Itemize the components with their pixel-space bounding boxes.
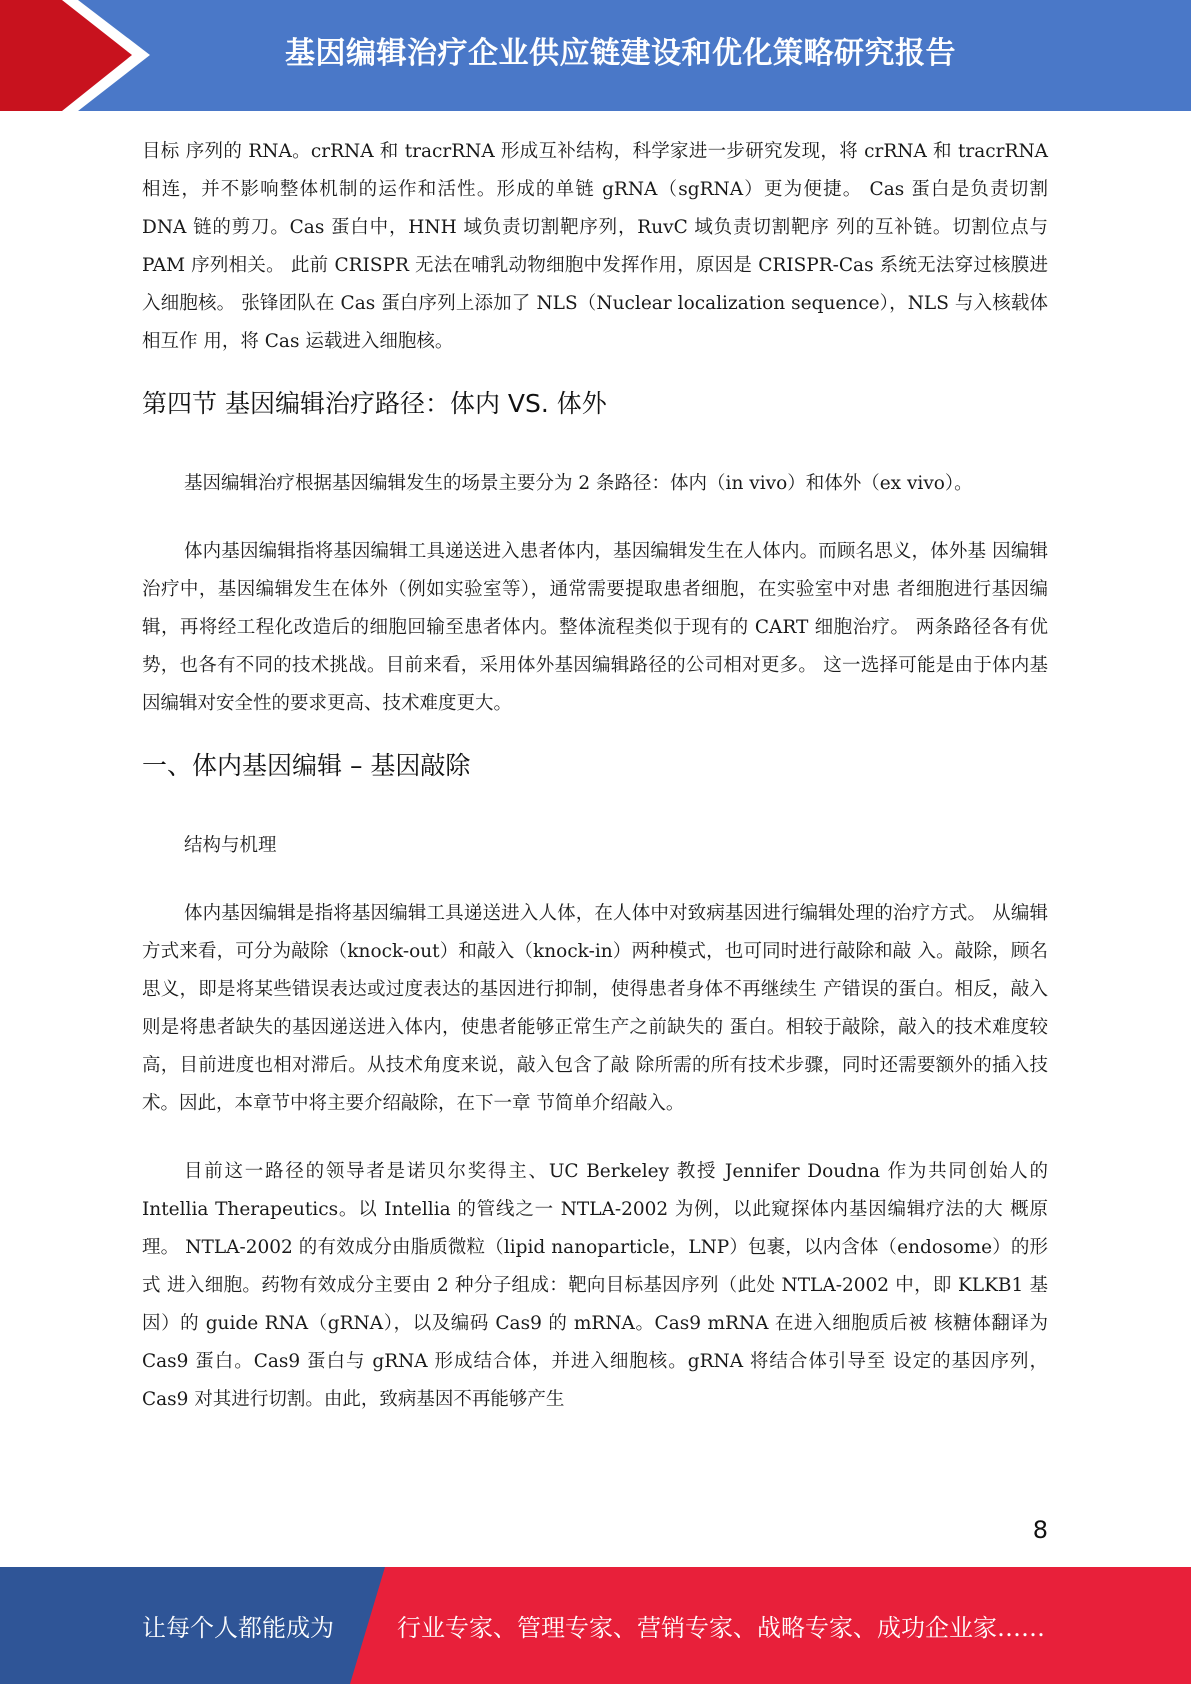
page-footer bbox=[0, 1567, 1191, 1684]
footer-slogan-right: 行业专家、管理专家、营销专家、战略专家、成功企业家…… bbox=[397, 1614, 1045, 1642]
section-heading-knockout: 一、体内基因编辑 – 基因敲除 bbox=[142, 751, 471, 780]
section-heading-4: 第四节 基因编辑治疗路径：体内 VS. 体外 bbox=[142, 389, 607, 418]
footer-slogan-left: 让每个人都能成为 bbox=[142, 1614, 334, 1642]
page-header bbox=[0, 0, 1191, 111]
page-number: 8 bbox=[1032, 1516, 1048, 1544]
paragraph-intellia: 目前这一路径的领导者是诺贝尔奖得主、UC Berkeley 教授 Jennifer Doudna 作为共同创始人的 Intellia Therapeutics。以 Intellia 的管线之一 NTLA-2002 为例，以此窥探体内基因编辑疗法的大 概原理。 NTLA-2002 的有效成分由脂质微粒（lipid nanoparticle，LNP）包裹，以内含体（endosome）的形式 进入细胞。药物有效成分主要由 2 种分子组成：靶向目标基因序列（此处 NTLA-2002 中，即 KLKB1 基因）的 guide RNA（gRNA），以及编码 Cas9 的 mRNA。Cas9 mRNA 在进入细胞质后被 核糖体翻译为 Cas9 蛋白。Cas9 蛋白与 gRNA 形成结合体，并进入细胞核。gRNA 将结合体引导至 设定的基因序列，Cas9 对其进行切割。由此，致病基因不再能够产生 bbox=[142, 1161, 1048, 1410]
document-body bbox=[142, 133, 1048, 1419]
paragraph-knockout-knockin: 体内基因编辑是指将基因编辑工具递送进入人体，在人体中对致病基因进行编辑处理的治疗方式。 从编辑方式来看，可分为敲除（knock-out）和敲入（knock-in）两种模式，也可同时进行敲除和敲 入。敲除，顾名思义，即是将某些错误表达或过度表达的基因进行抑制，使得患者身体不再继续生 产错误的蛋白。相反，敲入则是将患者缺失的基因递送进入体内，使患者能够正常生产之前缺失的 蛋白。相较于敲除，敲入的技术难度较高，目前进度也相对滞后。从技术角度来说，敲入包含了敲 除所需的所有技术步骤，同时还需要额外的插入技术。因此，本章节中将主要介绍敲除，在下一章 节简单介绍敲入。 bbox=[142, 903, 1048, 1114]
subheading-structure-mechanism: 结构与机理 bbox=[184, 835, 277, 856]
paragraph-two-paths: 基因编辑治疗根据基因编辑发生的场景主要分为 2 条路径：体内（in vivo）和体外（ex vivo）。 bbox=[184, 473, 973, 494]
paragraph-in-vivo-vs-ex-vivo: 体内基因编辑指将基因编辑工具递送进入患者体内，基因编辑发生在人体内。而顾名思义，体外基 因编辑治疗中，基因编辑发生在体外（例如实验室等），通常需要提取患者细胞，在实验室中对患 者细胞进行基因编辑，再将经工程化改造后的细胞回输至患者体内。整体流程类似于现有的 CART 细胞治疗。 两条路径各有优势，也各有不同的技术挑战。目前来看，采用体外基因编辑路径的公司相对更多。 这一选择可能是由于体内基因编辑对安全性的要求更高、技术难度更大。 bbox=[142, 541, 1048, 714]
report-title: 基因编辑治疗企业供应链建设和优化策略研究报告 bbox=[285, 36, 956, 71]
paragraph-crispr-mechanism: 目标 序列的 RNA。crRNA 和 tracrRNA 形成互补结构，科学家进一步研究发现，将 crRNA 和 tracrRNA 相连，并不影响整体机制的运作和活性。形成的单链 gRNA（sgRNA）更为便捷。 Cas 蛋白是负责切割 DNA 链的剪刀。Cas 蛋白中，HNH 域负责切割靶序列，RuvC 域负责切割靶序 列的互补链。切割位点与 PAM 序列相关。 此前 CRISPR 无法在哺乳动物细胞中发挥作用，原因是 CRISPR-Cas 系统无法穿过核膜进入细胞核。 张锋团队在 Cas 蛋白序列上添加了 NLS（Nuclear localization sequence），NLS 与入核载体相互作 用，将 Cas 运载进入细胞核。 bbox=[142, 141, 1048, 352]
